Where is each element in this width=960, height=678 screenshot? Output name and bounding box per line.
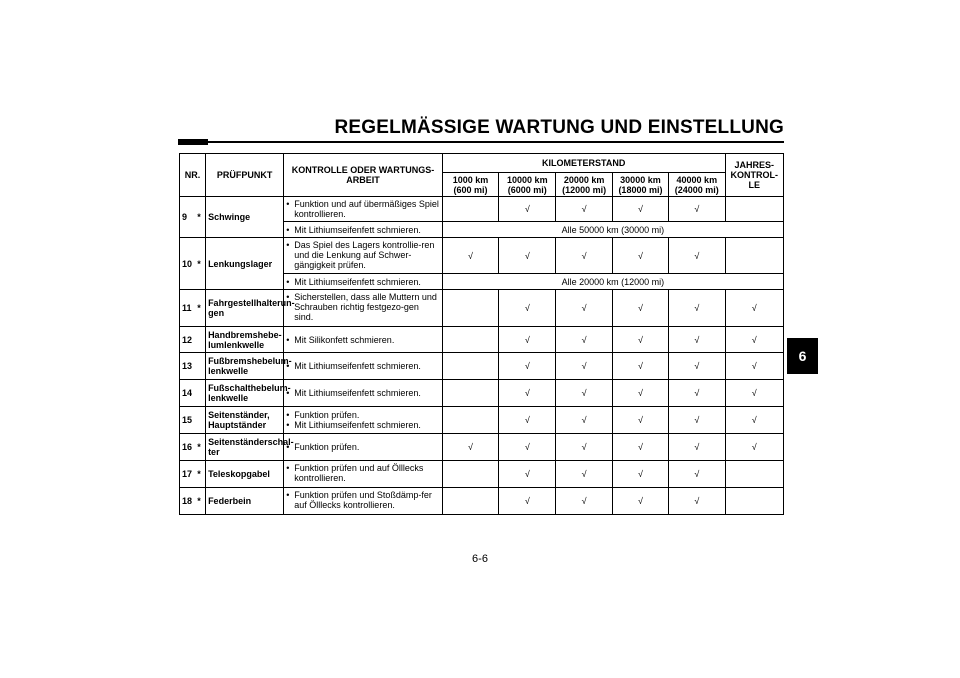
check-item: Schwinge [206,197,284,238]
header-nr: NR. [180,154,206,197]
check-cell [442,197,498,222]
table-row [180,238,784,274]
table-row [180,461,784,488]
row-number: 16 [180,434,198,461]
check-cell: √ [669,488,725,515]
check-cell: √ [669,353,725,380]
task-text: • Funktion prüfen und auf Ölllecks kontrollieren. [286,463,440,483]
check-cell [725,197,784,222]
header-km-20000: 20000 km (12000 mi) [556,173,612,197]
row-marker [197,380,205,407]
check-cell: √ [669,327,725,353]
row-marker: * [197,238,205,290]
table-row [180,327,784,353]
check-cell: √ [442,238,498,274]
check-cell: √ [556,290,612,327]
row-number: 15 [180,407,198,434]
check-cell: √ [499,197,556,222]
row-marker: * [197,461,205,488]
task-text: • Funktion prüfen. [286,410,440,420]
header-task: KONTROLLE ODER WARTUNGS-ARBEIT [284,154,443,197]
check-cell [442,290,498,327]
maintenance-table [179,153,784,515]
page-number: 6-6 [472,553,488,565]
check-cell: √ [669,290,725,327]
task-text: • Mit Lithiumseifenfett schmieren. [286,388,440,398]
table-row [180,488,784,515]
task-cell [284,407,443,434]
check-cell: √ [612,290,668,327]
check-cell [442,353,498,380]
row-number: 17 [180,461,198,488]
header-km-10000: 10000 km (6000 mi) [499,173,556,197]
check-item: Fußschalthebelum-lenkwelle [206,380,284,407]
row-marker [197,353,205,380]
table-row [180,353,784,380]
header-km-30000: 30000 km (18000 mi) [612,173,668,197]
check-cell: √ [612,407,668,434]
check-cell: √ [556,434,612,461]
check-cell: √ [725,327,784,353]
table-row [180,290,784,327]
task-text: • Mit Lithiumseifenfett schmieren. [286,361,440,371]
task-cell [284,353,443,380]
task-cell [284,461,443,488]
check-cell: √ [669,407,725,434]
check-cell: √ [556,488,612,515]
check-item: Seitenständerschal-ter [206,434,284,461]
check-cell: √ [669,197,725,222]
check-item: Fahrgestellhalterun-gen [206,290,284,327]
check-cell: √ [499,290,556,327]
task-cell [284,238,443,274]
row-marker: * [197,434,205,461]
check-cell: √ [499,461,556,488]
check-cell: √ [499,407,556,434]
row-marker [197,327,205,353]
task-text: • Mit Lithiumseifenfett schmieren. [286,225,440,235]
check-cell: √ [499,434,556,461]
header-odometer: KILOMETERSTAND [442,154,725,173]
check-item: Seitenständer, Hauptständer [206,407,284,434]
check-cell: √ [669,461,725,488]
task-text: • Funktion prüfen. [286,442,440,452]
check-cell: √ [556,407,612,434]
check-cell: √ [612,238,668,274]
task-text: • Sicherstellen, dass alle Muttern und Schrauben richtig festgezo-gen sind. [286,292,440,322]
check-cell: √ [556,380,612,407]
check-cell: √ [499,327,556,353]
interval-cell: Alle 50000 km (30000 mi) [442,222,783,238]
task-text: • Funktion und auf übermäßiges Spiel kontrollieren. [286,199,440,219]
row-number: 11 [180,290,198,327]
task-cell [284,274,443,290]
title-rule [178,141,784,143]
interval-cell: Alle 20000 km (12000 mi) [442,274,783,290]
check-cell [442,327,498,353]
check-cell: √ [612,353,668,380]
task-cell [284,290,443,327]
row-number: 10 [180,238,198,290]
title-rule-accent [178,139,208,145]
task-text: • Mit Lithiumseifenfett schmieren. [286,277,440,287]
row-marker: * [197,197,205,238]
check-item: Fußbremshebelum-lenkwelle [206,353,284,380]
task-cell [284,222,443,238]
task-text: • Das Spiel des Lagers kontrollie-ren und die Lenkung auf Schwer-gängigkeit prüfen. [286,240,440,270]
page-title: REGELMÄSSIGE WARTUNG UND EINSTELLUNG [334,117,784,138]
check-cell: √ [499,380,556,407]
check-cell: √ [499,238,556,274]
check-cell: √ [669,238,725,274]
check-cell: √ [669,434,725,461]
row-marker: * [197,290,205,327]
check-item: Lenkungslager [206,238,284,290]
row-number: 9 [180,197,198,238]
check-cell: √ [612,461,668,488]
check-cell: √ [556,461,612,488]
check-cell: √ [556,238,612,274]
check-item: Handbremshebe-lumlenkwelle [206,327,284,353]
table-row [180,434,784,461]
check-cell: √ [612,327,668,353]
check-cell: √ [725,380,784,407]
task-cell [284,327,443,353]
row-number: 14 [180,380,198,407]
row-number: 13 [180,353,198,380]
row-number: 12 [180,327,198,353]
check-cell [442,407,498,434]
check-cell: √ [442,434,498,461]
check-cell: √ [556,327,612,353]
task-cell [284,488,443,515]
check-cell: √ [725,434,784,461]
check-cell: √ [612,488,668,515]
chapter-tab: 6 [787,338,818,374]
check-cell: √ [612,434,668,461]
row-marker [197,407,205,434]
row-marker: * [197,488,205,515]
check-cell: √ [612,197,668,222]
check-cell: √ [556,353,612,380]
check-cell [725,461,784,488]
check-cell: √ [556,197,612,222]
check-cell [442,380,498,407]
check-cell: √ [499,488,556,515]
check-cell [442,488,498,515]
table-row [180,197,784,222]
check-cell [725,488,784,515]
check-item: Federbein [206,488,284,515]
task-cell [284,380,443,407]
check-cell [442,461,498,488]
task-text: • Funktion prüfen und Stoßdämp-fer auf Ölllecks kontrollieren. [286,490,440,510]
row-number: 18 [180,488,198,515]
header-km-1000: 1000 km (600 mi) [442,173,498,197]
check-cell: √ [669,380,725,407]
table-row [180,380,784,407]
check-cell: √ [725,290,784,327]
check-cell: √ [612,380,668,407]
task-cell [284,434,443,461]
header-km-40000: 40000 km (24000 mi) [669,173,725,197]
table-row [180,407,784,434]
header-item: PRÜFPUNKT [206,154,284,197]
task-cell [284,197,443,222]
check-item: Teleskopgabel [206,461,284,488]
task-text: • Mit Silikonfett schmieren. [286,335,440,345]
header-annual: JAHRES-KONTROL-LE [725,154,784,197]
check-cell [725,238,784,274]
check-cell: √ [499,353,556,380]
task-text: • Mit Lithiumseifenfett schmieren. [286,420,440,430]
check-cell: √ [725,407,784,434]
check-cell: √ [725,353,784,380]
